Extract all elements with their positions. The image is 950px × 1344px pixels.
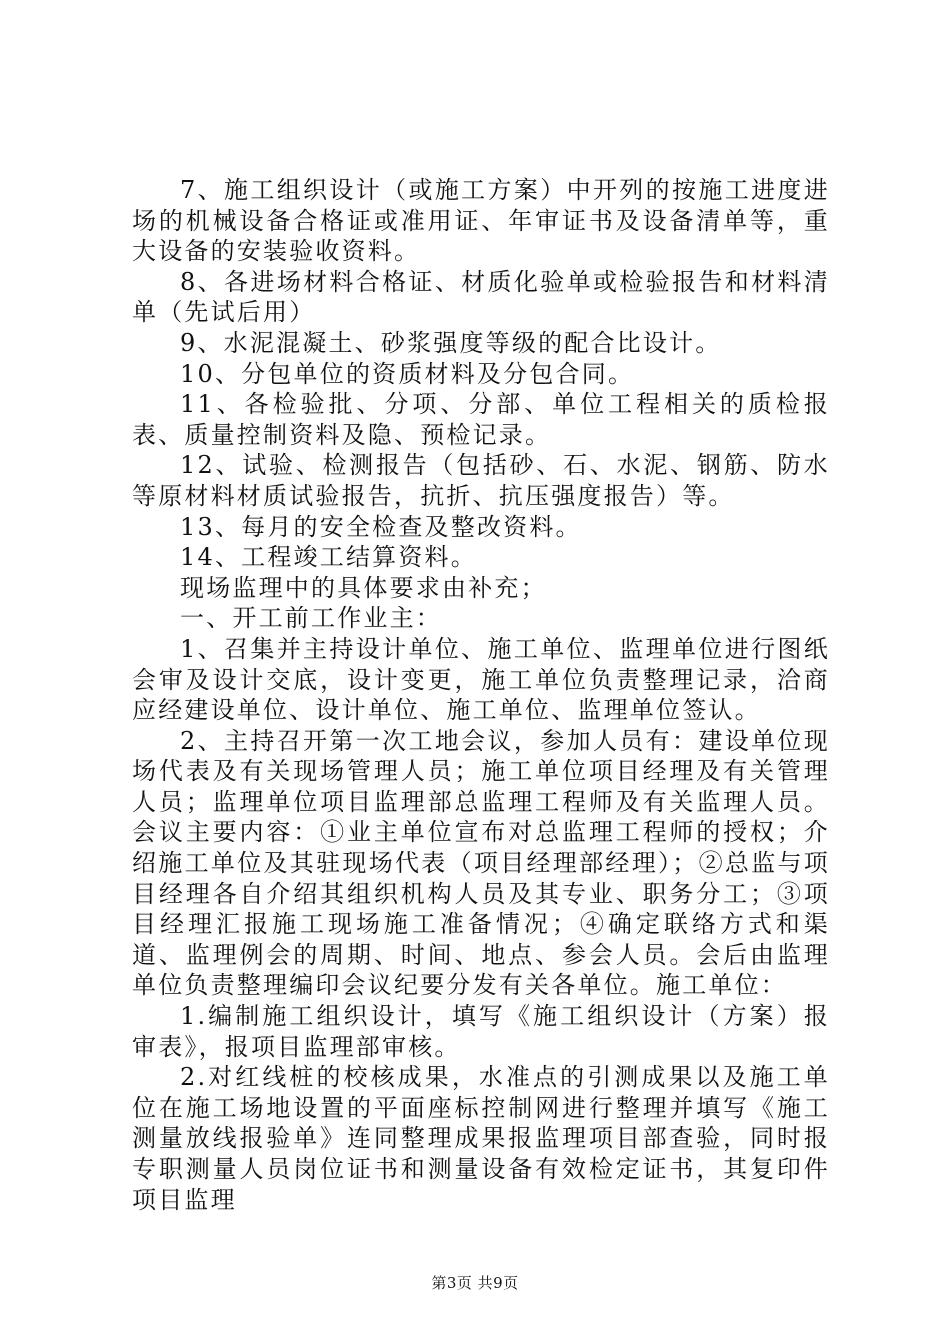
paragraph-item-9: 9、水泥混凝土、砂浆强度等级的配合比设计。 — [180, 328, 722, 357]
paragraph-owner-item-2: 2、主持召开第一次工地会议，参加人员有：建设单位现场代表及有关现场管理人员；施工单位项目经理及有关管理人员；监理单位项目监理部总监理工程师及有关监理人员。会议主要内容：①业主单位宣布对总监理工程师的授权；介绍施工单位及其驻现场代表（项目经理部经理）；②总监与项目经理各自介绍其组织机构人员及其专业、职务分工；③项目经理汇报施工现场施工准备情况；④确定联络方式和渠道、监理例会的周期、时间、地点、参会人员。会后由监理单位负责整理编印会议纪要分发有关各单位。施工单位： — [132, 726, 830, 1000]
paragraph-item-11: 11、各检验批、分项、分部、单位工程相关的质检报表、质量控制资料及隐、预检记录。 — [132, 390, 830, 449]
paragraph-item-8: 8、各进场材料合格证、材质化验单或检验报告和材料清单（先试后用） — [132, 267, 830, 327]
paragraph-contractor-item-1: 1.编制施工组织设计，填写《施工组织设计（方案）报审表》，报项目监理部审核。 — [132, 1002, 830, 1061]
document-body — [132, 175, 830, 1215]
paragraph-contractor-item-2: 2.对红线桩的校核成果，水准点的引测成果以及施工单位在施工场地设置的平面座标控制网进行整理并填写《施工测量放线报验单》连同整理成果报监理项目部查验，同时报专职测量人员岗位证书和测量设备有效检定证书，其复印件项目监理 — [132, 1063, 830, 1214]
paragraph-item-13: 13、每月的安全检查及整改资料。 — [180, 512, 582, 541]
paragraph-supplement-note: 现场监理中的具体要求由补充； — [180, 573, 547, 602]
page-number-footer: 第3页 共9页 — [431, 1274, 519, 1292]
paragraph-item-10: 10、分包单位的资质材料及分包合同。 — [180, 359, 635, 388]
section-heading-pre-construction: 一、开工前工作业主： — [180, 604, 442, 633]
paragraph-item-7: 7、施工组织设计（或施工方案）中开列的按施工进度进场的机械设备合格证或准用证、年审证书及设备清单等，重大设备的安装验收资料。 — [132, 176, 830, 266]
paragraph-owner-item-1: 1、召集并主持设计单位、施工单位、监理单位进行图纸会审及设计交底，设计变更，施工单位负责整理记录，洽商应经建设单位、设计单位、施工单位、监理单位签认。 — [132, 634, 830, 725]
paragraph-item-14: 14、工程竣工结算资料。 — [180, 543, 477, 572]
paragraph-item-12: 12、试验、检测报告（包括砂、石、水泥、钢筋、防水等原材料材质试验报告，抗折、抗压强度报告）等。 — [132, 451, 830, 510]
